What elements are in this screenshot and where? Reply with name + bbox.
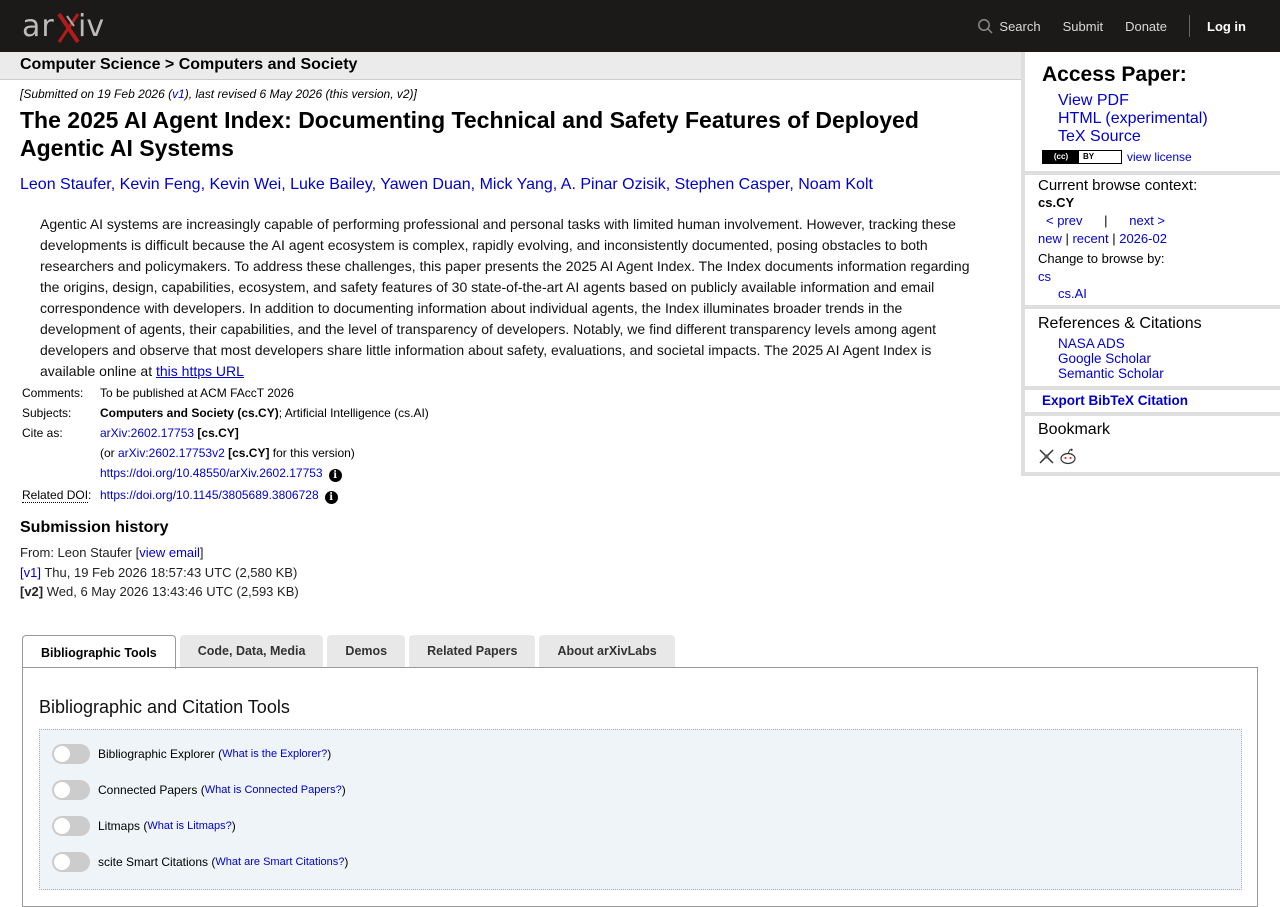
primary-subject: Computers and Society (cs.CY): [100, 406, 279, 420]
labs-tabs: [22, 635, 679, 669]
semantic-scholar-link[interactable]: Semantic Scholar: [1058, 366, 1164, 381]
recent-link[interactable]: recent: [1072, 231, 1109, 246]
browse-context-value: cs.CY: [1038, 195, 1075, 210]
breadcrumb[interactable]: Computer Science > Computers and Society: [20, 56, 358, 73]
cite-v2-category: [cs.CY]: [228, 446, 270, 460]
search-label: Search: [999, 18, 1041, 34]
browse-cs-link[interactable]: cs: [1038, 269, 1051, 284]
abstract-url-link[interactable]: this https URL: [155, 363, 244, 379]
tool-help-link[interactable]: What are Smart Citations?: [215, 856, 345, 868]
comments-label: Comments:: [22, 386, 84, 400]
tab-related-papers[interactable]: Related Papers: [409, 635, 535, 667]
breadcrumb-bar: [0, 52, 1021, 80]
metadata-table: [22, 386, 429, 510]
view-email-link[interactable]: view email: [139, 545, 200, 560]
submitter-text: From: Leon Staufer [: [20, 545, 140, 560]
bookmark-box: [1025, 416, 1280, 472]
new-link[interactable]: new: [1038, 231, 1062, 246]
cite-v2-suffix: for this version): [269, 446, 355, 460]
submit-link[interactable]: Submit: [1062, 18, 1104, 34]
google-scholar-link[interactable]: Google Scholar: [1058, 351, 1152, 366]
subjects-label: Subjects:: [22, 406, 72, 420]
arxiv-logo[interactable]: [22, 8, 114, 49]
submission-history-title: Submission history: [20, 519, 169, 536]
nav-divider: [1189, 15, 1190, 37]
tex-source-link[interactable]: TeX Source: [1058, 128, 1141, 145]
v1-link[interactable]: v1: [172, 87, 185, 101]
tools-list: [39, 729, 1242, 890]
version-row: [20, 582, 299, 602]
author-list: Leon Staufer, Kevin Feng, Kevin Wei, Luke Bailey, Yawen Duan, Mick Yang, A. Pinar Ozisik, Stephen Casper, Noam Kolt: [20, 176, 873, 193]
cite-or-text: (or: [100, 446, 118, 460]
subjects-value: [100, 406, 429, 426]
prev-link[interactable]: < prev: [1046, 213, 1083, 228]
abstract-text: Agentic AI systems are increasingly capable of performing professional and personal tasks with limited human involvement. However, tracking these developments is difficult because the AI agent ecosystem is complex, rapidly evolving, and inconsistently documented, posing obstacles to both researchers and policymakers. To address these challenges, this paper presents the 2025 AI Agent Index. The Index documents information regarding the origins, design, capabilities, ecosystem, and safety features of 30 state-of-the-art AI agents based on publicly available information and email correspondence with developers. In addition to documenting information about individual agents, the Index illuminates broader trends in the development of agents, their capabilities, and the level of transparency of developers. Notably, we find different transparency levels among agent developers and observe that most developers share little information about safety, evaluations, and societal impacts. The 2025 AI Agent Index is available online at: [40, 216, 970, 379]
change-browse-label: Change to browse by:: [1038, 251, 1165, 266]
next-link[interactable]: next >: [1129, 213, 1166, 228]
tool-row: Connected Papers ( What is Connected Papers? ): [52, 780, 346, 800]
search-icon: [977, 18, 993, 34]
login-link[interactable]: Log in: [1207, 18, 1246, 34]
version-date: Thu, 19 Feb 2026 18:57:43 UTC (2,580 KB): [40, 564, 298, 580]
browse-cs-ai-link[interactable]: cs.AI: [1058, 286, 1087, 301]
browse-context-box: Current browse context: cs.CY < prev | next > new | recent | 2026-02 Change to browse by: cs cs.AI: [1025, 175, 1280, 305]
doi-row: [100, 466, 342, 488]
tool-label: Bibliographic Explorer: [98, 747, 215, 761]
access-paper-box: [1025, 52, 1280, 171]
tool-row: scite Smart Citations ( What are Smart Citations? ): [52, 852, 348, 872]
tool-help-link[interactable]: What is Connected Papers?: [204, 784, 342, 796]
submitter-line: [20, 543, 299, 563]
nasa-ads-link[interactable]: NASA ADS: [1058, 336, 1125, 351]
prev-next-separator: |: [1104, 213, 1108, 228]
cc-mark: (cc): [1043, 151, 1079, 163]
panel-title: Bibliographic and Citation Tools: [39, 697, 290, 717]
arxiv-v2-link[interactable]: arXiv:2602.17753v2: [118, 446, 225, 460]
cite-as-value: [100, 426, 239, 446]
reddit-icon[interactable]: [1059, 448, 1077, 465]
export-box: [1025, 390, 1280, 412]
related-doi-abbr: Related DOI: [22, 488, 89, 502]
info-icon[interactable]: i: [329, 469, 342, 482]
cc-by-badge[interactable]: [1042, 150, 1122, 164]
cc-by-label: BY: [1083, 152, 1095, 161]
bibsonomy-icon[interactable]: [1038, 448, 1055, 465]
paper-title: The 2025 AI Agent Index: Documenting Technical and Safety Features of Deployed Agentic AI Systems: [20, 107, 919, 161]
tool-row: Litmaps ( What is Litmaps? ): [52, 816, 236, 836]
export-bibtex-link[interactable]: Export BibTeX Citation: [1042, 393, 1189, 408]
related-doi-colon: :: [88, 488, 92, 502]
version-row: [20, 563, 299, 583]
litmaps-toggle[interactable]: [52, 816, 90, 836]
tab-panel: [22, 667, 1258, 907]
related-doi-label: [22, 488, 100, 510]
submitted-suffix: ), last revised 6 May 2026 (this version, v2)]: [184, 87, 417, 101]
author-link[interactable]: Yawen Duan: [380, 176, 471, 193]
svg-text:iv: iv: [78, 9, 105, 44]
view-pdf-link[interactable]: View PDF: [1058, 92, 1129, 109]
tab-code-data-media[interactable]: Code, Data, Media: [180, 635, 324, 667]
doi-link[interactable]: https://doi.org/10.48550/arXiv.2602.17753: [100, 466, 323, 480]
tool-row: Bibliographic Explorer ( What is the Explorer? ): [52, 744, 331, 764]
tool-label: Connected Papers: [98, 783, 198, 797]
submission-dates: [20, 87, 417, 101]
top-nav-bar: [0, 0, 1280, 52]
author-link[interactable]: Mick Yang: [479, 176, 553, 193]
author-link[interactable]: Leon Staufer: [20, 176, 111, 193]
author-link[interactable]: A. Pinar Ozisik: [560, 176, 666, 193]
tab-bibliographic-tools[interactable]: Bibliographic Tools: [22, 635, 176, 669]
cite-as-label: Cite as:: [22, 426, 63, 440]
version-date: Wed, 6 May 2026 13:43:46 UTC (2,593 KB): [43, 584, 299, 599]
tab-about-arxivlabs[interactable]: About arXivLabs: [539, 635, 674, 667]
author-link[interactable]: Stephen Casper: [674, 176, 790, 193]
search-link[interactable]: [977, 18, 1040, 34]
author-link[interactable]: Kevin Feng: [119, 176, 201, 193]
access-paper-title: Access Paper:: [1042, 63, 1187, 86]
browse-context-label: Current browse context:: [1038, 177, 1198, 194]
tool-help-link[interactable]: What is Litmaps?: [147, 820, 232, 832]
tool-label: scite Smart Citations: [98, 855, 209, 869]
submitter-suffix: ]: [199, 545, 204, 560]
related-doi-row: [100, 488, 338, 510]
tool-label: Litmaps: [98, 819, 141, 833]
month-link[interactable]: 2026-02: [1119, 231, 1167, 246]
cite-version: [100, 446, 355, 466]
html-link[interactable]: HTML (experimental): [1058, 110, 1208, 127]
comments-value: To be published at ACM FAccT 2026: [100, 386, 294, 400]
author-link[interactable]: Luke Bailey: [290, 176, 372, 193]
connected-papers-toggle[interactable]: [52, 780, 90, 800]
submitted-prefix: [Submitted on 19 Feb 2026 (: [20, 87, 173, 101]
author-link[interactable]: Kevin Wei: [209, 176, 282, 193]
info-icon[interactable]: i: [325, 491, 338, 504]
abstract: [40, 214, 985, 382]
bookmark-title: Bookmark: [1038, 421, 1111, 438]
version-current-v2: [v2]: [20, 584, 44, 599]
references-title: References & Citations: [1038, 315, 1202, 332]
tool-help-link[interactable]: What is the Explorer?: [222, 748, 328, 760]
tab-demos[interactable]: Demos: [327, 635, 405, 667]
license-row: [1042, 150, 1192, 164]
related-doi-link[interactable]: https://doi.org/10.1145/3805689.3806728: [100, 488, 319, 502]
submission-history: [20, 543, 299, 602]
author-link[interactable]: Noam Kolt: [798, 176, 873, 193]
scite-toggle[interactable]: [52, 852, 90, 872]
arxiv-id-link[interactable]: arXiv:2602.17753: [100, 426, 195, 440]
bibliographic-explorer-toggle[interactable]: [52, 744, 90, 764]
secondary-subjects: ; Artificial Intelligence (cs.AI): [278, 406, 429, 420]
view-license-link[interactable]: view license: [1127, 150, 1192, 164]
cite-category: [cs.CY]: [197, 426, 239, 440]
svg-text:ar: ar: [22, 9, 55, 44]
donate-link[interactable]: Donate: [1125, 18, 1167, 34]
sidebar: [1021, 52, 1280, 476]
version-link-v1[interactable]: [v1]: [20, 564, 41, 580]
references-box: [1025, 309, 1280, 386]
